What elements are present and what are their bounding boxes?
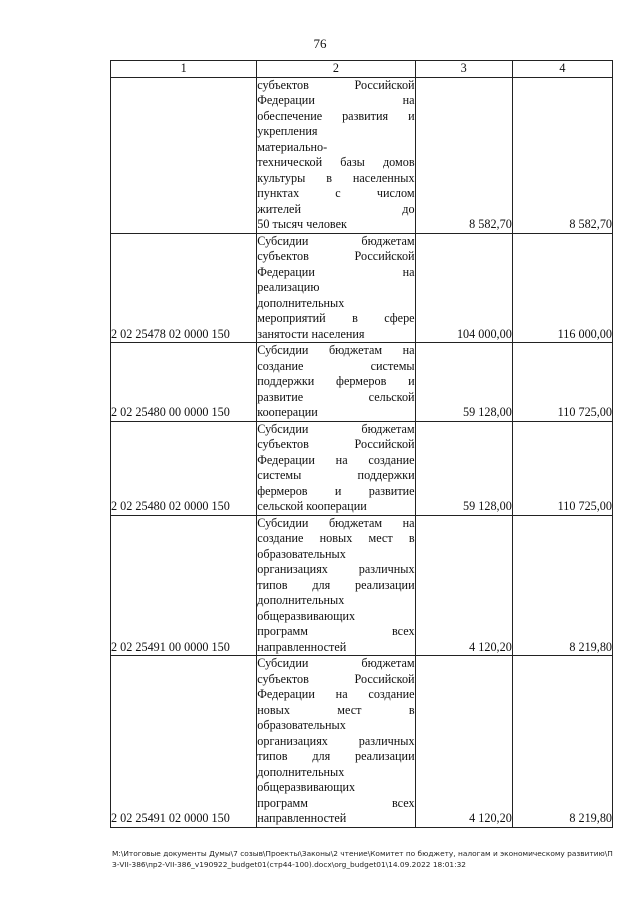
- revenue-name-cell: [257, 233, 415, 343]
- revenue-name-line: общеразвивающих: [257, 608, 356, 623]
- amount-col4-cell: 8 582,70: [512, 77, 612, 233]
- budget-code-cell: [111, 77, 257, 233]
- revenue-name-line: Субсидии бюджетам: [257, 233, 415, 248]
- table-row: [111, 343, 613, 422]
- table-row: [111, 421, 613, 515]
- revenue-name-line: программ всех: [257, 624, 415, 638]
- amount-col3-cell: 104 000,00: [415, 233, 512, 343]
- revenue-name-line: Субсидии бюджетам: [257, 421, 415, 436]
- revenue-name-cell: [257, 343, 415, 422]
- revenue-name-line: культуры в населенных: [257, 170, 415, 185]
- revenue-name-line: общеразвивающих: [257, 780, 356, 794]
- column-header: 3: [415, 61, 512, 78]
- amount-col4-cell: 116 000,00: [512, 233, 612, 343]
- revenue-name-line: дополнительных: [257, 764, 345, 779]
- revenue-name-line: кооперации: [257, 405, 318, 419]
- revenue-name-cell: [257, 656, 415, 828]
- page-number: 76: [313, 36, 327, 51]
- revenue-name-line: организациях различных: [257, 562, 415, 576]
- revenue-name-line: Федерации на создание: [257, 452, 415, 467]
- amount-col3-cell: 4 120,20: [415, 656, 512, 828]
- budget-code-cell: 2 02 25480 02 0000 150: [111, 421, 257, 515]
- revenue-name-line: системы поддержки: [257, 468, 415, 482]
- revenue-name-line: фермеров и развитие: [257, 483, 415, 498]
- revenue-name-line: дополнительных: [257, 295, 345, 310]
- table-row: [111, 515, 613, 656]
- amount-col3-cell: 59 128,00: [415, 343, 512, 422]
- column-header: 2: [257, 61, 415, 78]
- revenue-name-line: мероприятий в сфере: [257, 311, 415, 325]
- column-header: 4: [512, 61, 612, 78]
- revenue-name-cell: [257, 421, 415, 515]
- revenue-name-cell: [257, 77, 415, 233]
- amount-col4-cell: 110 725,00: [512, 343, 612, 422]
- revenue-name-line: реализацию: [257, 280, 320, 294]
- table-row: [111, 77, 613, 233]
- revenue-name-line: образовательных: [257, 718, 346, 732]
- revenue-name-line: типов для реализации: [257, 577, 415, 592]
- amount-col4-cell: 8 219,80: [512, 656, 612, 828]
- revenue-name-line: направленностей: [257, 639, 347, 654]
- revenue-name-line: поддержки фермеров и: [257, 374, 415, 388]
- revenue-name-line: технической базы домов: [257, 155, 415, 169]
- revenue-name-line: Субсидии бюджетам на: [257, 515, 415, 530]
- revenue-name-line: дополнительных: [257, 593, 345, 607]
- revenue-name-line: жителей до: [257, 201, 415, 216]
- revenue-name-line: образовательных: [257, 546, 346, 561]
- revenue-name-line: материально-: [257, 139, 328, 154]
- table-row: [111, 656, 613, 828]
- revenue-name-line: занятости населения: [257, 326, 365, 341]
- budget-code-cell: 2 02 25480 00 0000 150: [111, 343, 257, 422]
- table-header-row: [111, 61, 613, 78]
- amount-col3-cell: 4 120,20: [415, 515, 512, 656]
- amount-col4-cell: 8 219,80: [512, 515, 612, 656]
- revenue-name-line: субъектов Российской: [257, 249, 415, 263]
- revenue-name-line: 50 тысяч человек: [257, 217, 347, 231]
- budget-code-cell: 2 02 25491 00 0000 150: [111, 515, 257, 656]
- revenue-name-line: создание системы: [257, 358, 415, 373]
- revenue-name-line: типов для реализации: [257, 749, 415, 763]
- revenue-name-line: сельской кооперации: [257, 499, 367, 513]
- revenue-name-line: Субсидии бюджетам на: [257, 343, 415, 357]
- budget-code-cell: 2 02 25491 02 0000 150: [111, 656, 257, 828]
- revenue-name-line: развитие сельской: [257, 389, 415, 404]
- revenue-name-line: Субсидии бюджетам: [257, 656, 415, 670]
- revenue-name-line: Федерации на: [257, 93, 415, 107]
- revenue-name-line: Федерации на создание: [257, 687, 415, 701]
- amount-col3-cell: 8 582,70: [415, 77, 512, 233]
- revenue-name-line: создание новых мест в: [257, 531, 415, 545]
- revenue-name-line: новых мест в: [257, 702, 415, 717]
- amount-col4-cell: 110 725,00: [512, 421, 612, 515]
- budget-table: [110, 60, 613, 828]
- document-path-footer: M:\Итоговые документы Думы\7 созыв\Проекты\Законы\2 чтение\Комитет по бюджету, налогам и экономическому развитию\ПЗ-VII-386\пр2-VII-386_v190922_budget01(стр44-100).docx\org_budget01\14.09.2022 18:01:32: [112, 849, 613, 869]
- revenue-name-line: организациях различных: [257, 733, 415, 748]
- table-row: [111, 233, 613, 343]
- revenue-name-line: обеспечение развития и: [257, 108, 415, 123]
- revenue-name-line: субъектов Российской: [257, 671, 415, 686]
- revenue-name-line: субъектов Российской: [257, 437, 415, 451]
- revenue-name-cell: [257, 515, 415, 656]
- revenue-name-line: субъектов Российской: [257, 77, 415, 92]
- revenue-name-line: Федерации на: [257, 264, 415, 279]
- column-header: 1: [111, 61, 257, 78]
- budget-code-cell: 2 02 25478 02 0000 150: [111, 233, 257, 343]
- amount-col3-cell: 59 128,00: [415, 421, 512, 515]
- revenue-name-line: пунктах с числом: [257, 186, 415, 200]
- revenue-name-line: укрепления: [257, 124, 318, 138]
- revenue-name-line: направленностей: [257, 811, 347, 825]
- revenue-name-line: программ всех: [257, 795, 415, 810]
